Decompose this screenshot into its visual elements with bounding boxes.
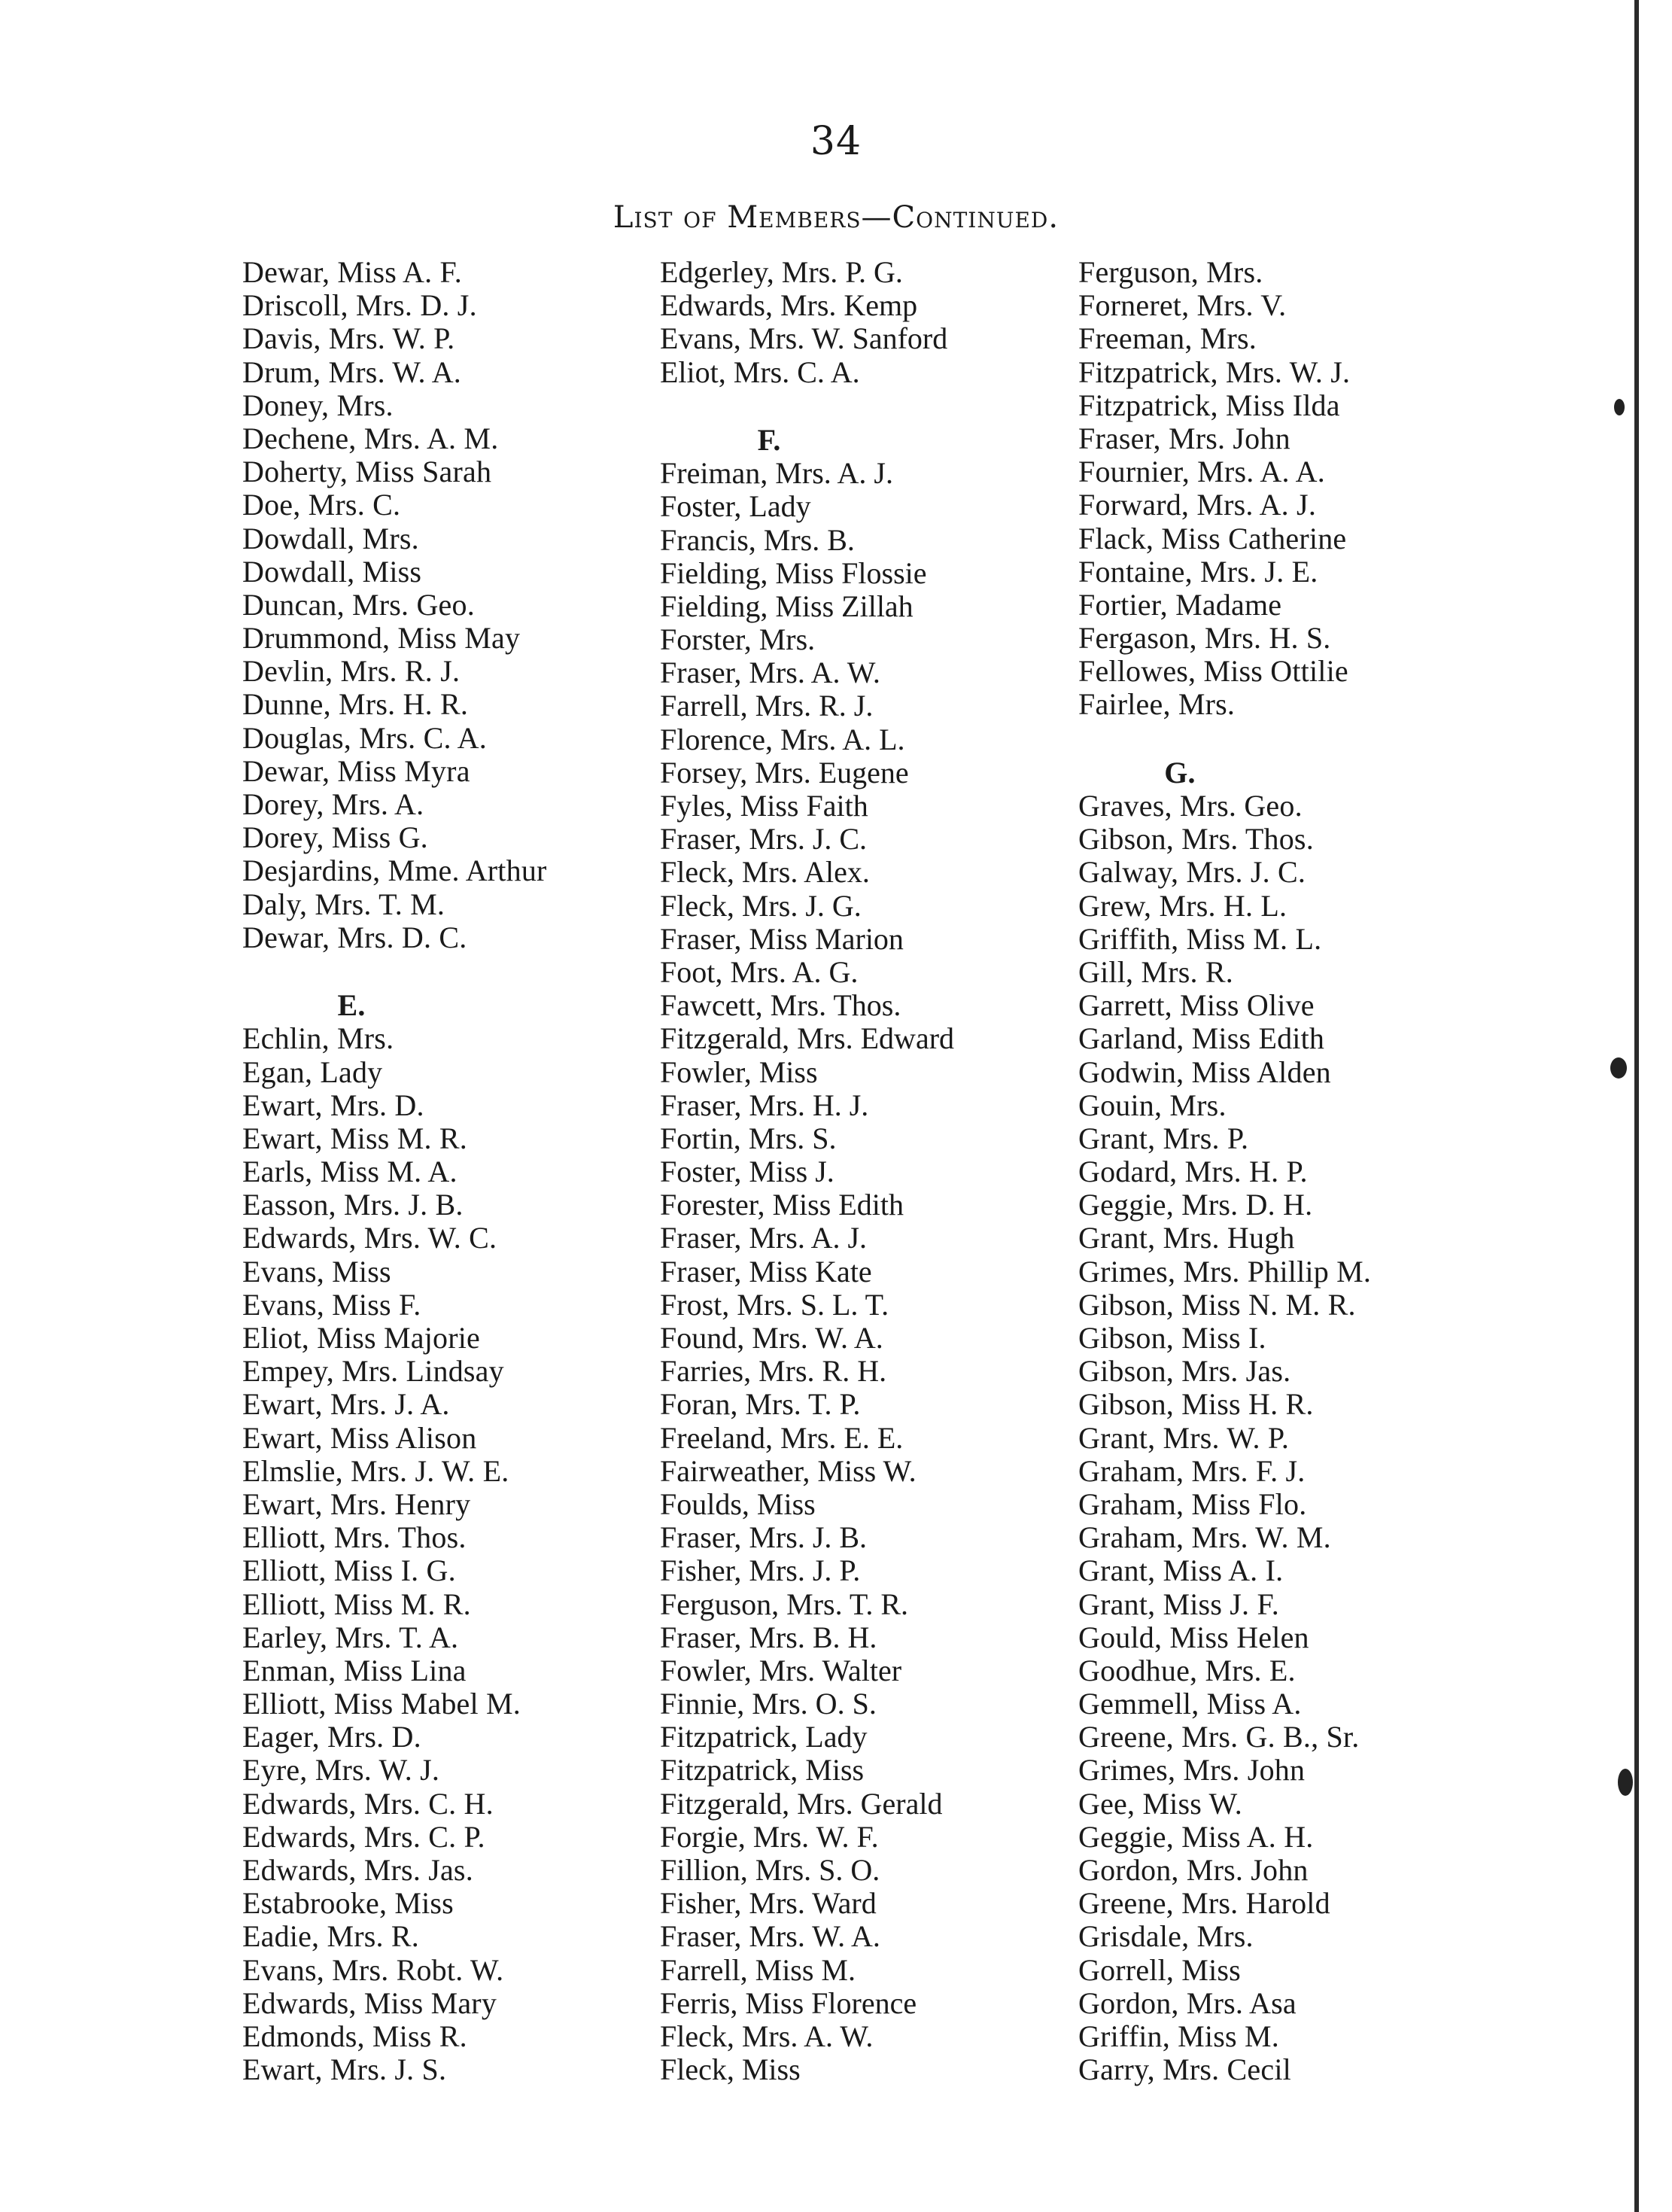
binding-edge <box>1634 0 1639 2212</box>
member-entry: Forgie, Mrs. W. F. <box>660 1819 879 1854</box>
section-spacer <box>242 954 634 987</box>
member-entry: Gibson, Miss H. R. <box>1078 1387 1314 1422</box>
member-entry: Fleck, Mrs. Alex. <box>660 855 870 890</box>
member-entry: Fraser, Mrs. J. C. <box>660 822 868 857</box>
member-entry: Earley, Mrs. T. A. <box>242 1620 459 1654</box>
member-entry: Davis, Mrs. W. P. <box>242 321 455 356</box>
member-entry: Fergason, Mrs. H. S. <box>1078 621 1331 656</box>
member-entry: Foulds, Miss <box>660 1486 816 1521</box>
member-entry: Fleck, Mrs. J. G. <box>660 888 862 923</box>
member-entry: Edwards, Miss Mary <box>242 1985 497 2020</box>
member-entry: Fisher, Mrs. Ward <box>660 1886 877 1921</box>
scan-speck <box>1614 399 1625 415</box>
member-entry: Fraser, Mrs. John <box>1078 421 1290 455</box>
member-entry: Gibson, Mrs. Thos. <box>1078 822 1314 857</box>
member-entry: Fraser, Mrs. J. B. <box>660 1520 868 1555</box>
section-spacer <box>1078 722 1470 755</box>
member-entry: Dowdall, Miss <box>242 554 422 589</box>
member-entry: Ewart, Miss M. R. <box>242 1121 467 1155</box>
member-entry: Gibson, Miss N. M. R. <box>1078 1287 1356 1322</box>
member-entry: Grant, Mrs. P. <box>1078 1121 1249 1155</box>
member-entry: Fraser, Mrs. H. J. <box>660 1088 869 1122</box>
member-entry: Freeland, Mrs. E. E. <box>660 1420 904 1455</box>
page-heading: List of Members—Continued. <box>613 200 1059 235</box>
member-entry: Echlin, Mrs. <box>242 1021 394 1056</box>
member-entry: Forester, Miss Edith <box>660 1188 904 1222</box>
member-entry: Grant, Mrs. Hugh <box>1078 1221 1295 1255</box>
member-entry: Flack, Miss Catherine <box>1078 521 1347 555</box>
member-entry: Freiman, Mrs. A. J. <box>660 456 893 491</box>
member-column-2 <box>660 256 1051 2086</box>
member-entry: Doherty, Miss Sarah <box>242 455 492 489</box>
member-entry: Gordon, Mrs. Asa <box>1078 1985 1297 2020</box>
member-entry: Ewart, Mrs. J. A. <box>242 1387 450 1422</box>
member-entry: Florence, Mrs. A. L. <box>660 722 905 756</box>
member-entry: Fleck, Miss <box>660 2052 801 2087</box>
member-entry: Evans, Miss <box>242 1254 391 1289</box>
member-entry: Fraser, Mrs. W. A. <box>660 1919 880 1954</box>
member-entry: Edwards, Mrs. C. P. <box>242 1819 485 1854</box>
member-entry: Elliott, Miss M. R. <box>242 1587 471 1621</box>
member-entry: Egan, Lady <box>242 1054 383 1089</box>
member-entry: Finnie, Mrs. O. S. <box>660 1687 877 1721</box>
member-entry: Fellowes, Miss Ottilie <box>1078 654 1348 689</box>
member-entry: Fraser, Miss Kate <box>660 1254 872 1289</box>
member-entry: Grimes, Mrs. John <box>1078 1753 1306 1788</box>
member-entry: Fournier, Mrs. A. A. <box>1078 455 1325 489</box>
member-entry: Fortier, Madame <box>1078 587 1282 622</box>
member-entry: Fyles, Miss Faith <box>660 789 868 823</box>
section-letter: F. <box>757 422 781 457</box>
member-entry: Edwards, Mrs. W. C. <box>242 1221 497 1255</box>
member-entry: Garrett, Miss Olive <box>1078 988 1315 1023</box>
member-entry: Desjardins, Mme. Arthur <box>242 853 547 888</box>
member-entry: Fowler, Miss <box>660 1054 818 1089</box>
member-entry: Eager, Mrs. D. <box>242 1720 421 1754</box>
member-entry: Edmonds, Miss R. <box>242 2019 467 2053</box>
member-entry: Fawcett, Mrs. Thos. <box>660 988 901 1023</box>
member-entry: Freeman, Mrs. <box>1078 321 1257 356</box>
member-entry: Devlin, Mrs. R. J. <box>242 654 461 689</box>
scan-speck <box>1618 1769 1633 1796</box>
member-entry: Edwards, Mrs. C. H. <box>242 1786 494 1821</box>
member-entry: Graham, Mrs. F. J. <box>1078 1453 1306 1488</box>
member-entry: Fairweather, Miss W. <box>660 1453 917 1488</box>
member-entry: Fraser, Miss Marion <box>660 921 904 956</box>
member-entry: Gibson, Miss I. <box>1078 1321 1266 1355</box>
member-entry: Fraser, Mrs. B. H. <box>660 1620 877 1654</box>
member-entry: Duncan, Mrs. Geo. <box>242 587 475 622</box>
member-entry: Forneret, Mrs. V. <box>1078 288 1287 323</box>
member-entry: Drummond, Miss May <box>242 621 521 656</box>
member-entry: Eliot, Mrs. C. A. <box>660 354 860 389</box>
member-entry: Easson, Mrs. J. B. <box>242 1188 464 1222</box>
member-entry: Edwards, Mrs. Jas. <box>242 1853 473 1887</box>
member-entry: Goodhue, Mrs. E. <box>1078 1653 1296 1687</box>
member-entry: Graham, Mrs. W. M. <box>1078 1520 1331 1555</box>
member-entry: Dewar, Miss Myra <box>242 753 470 788</box>
member-entry: Gibson, Mrs. Jas. <box>1078 1354 1291 1389</box>
member-entry: Graves, Mrs. Geo. <box>1078 789 1303 823</box>
member-entry: Fitzpatrick, Mrs. W. J. <box>1078 354 1351 389</box>
member-entry: Godard, Mrs. H. P. <box>1078 1155 1308 1189</box>
member-entry: Fisher, Mrs. J. P. <box>660 1553 861 1588</box>
member-entry: Grant, Miss J. F. <box>1078 1587 1279 1621</box>
member-entry: Dewar, Miss A. F. <box>242 255 462 289</box>
member-entry: Dowdall, Mrs. <box>242 521 419 555</box>
member-entry: Fontaine, Mrs. J. E. <box>1078 554 1318 589</box>
member-entry: Francis, Mrs. B. <box>660 522 855 557</box>
member-entry: Ewart, Mrs. D. <box>242 1088 424 1122</box>
member-entry: Fitzpatrick, Lady <box>660 1720 868 1754</box>
member-entry: Evans, Miss F. <box>242 1287 421 1322</box>
member-entry: Evans, Mrs. Robt. W. <box>242 1952 504 1987</box>
member-entry: Geggie, Miss A. H. <box>1078 1819 1314 1854</box>
member-entry: Fitzgerald, Mrs. Gerald <box>660 1786 943 1821</box>
member-entry: Gemmell, Miss A. <box>1078 1687 1302 1721</box>
member-entry: Garry, Mrs. Cecil <box>1078 2052 1291 2087</box>
member-entry: Elliott, Miss I. G. <box>242 1553 456 1588</box>
member-entry: Fowler, Mrs. Walter <box>660 1653 902 1687</box>
member-entry: Forsey, Mrs. Eugene <box>660 755 909 790</box>
member-entry: Greene, Mrs. Harold <box>1078 1886 1330 1921</box>
member-entry: Gouin, Mrs. <box>1078 1088 1227 1122</box>
member-entry: Dorey, Miss G. <box>242 820 428 855</box>
member-entry: Gill, Mrs. R. <box>1078 954 1233 989</box>
member-entry: Farrell, Mrs. R. J. <box>660 689 874 723</box>
member-entry: Griffin, Miss M. <box>1078 2019 1279 2053</box>
member-entry: Fortin, Mrs. S. <box>660 1121 837 1155</box>
section-letter: G. <box>1164 755 1196 790</box>
member-entry: Ferguson, Mrs. T. R. <box>660 1587 909 1621</box>
section-letter: E. <box>337 988 366 1023</box>
member-entry: Elliott, Mrs. Thos. <box>242 1520 467 1555</box>
member-entry: Ewart, Mrs. Henry <box>242 1486 471 1521</box>
member-column-3 <box>1078 256 1470 2086</box>
member-entry: Fillion, Mrs. S. O. <box>660 1853 880 1887</box>
member-entry: Evans, Mrs. W. Sanford <box>660 321 948 356</box>
member-entry: Grew, Mrs. H. L. <box>1078 888 1287 923</box>
member-entry: Grimes, Mrs. Phillip M. <box>1078 1254 1372 1289</box>
member-entry: Earls, Miss M. A. <box>242 1155 458 1189</box>
member-entry: Fielding, Miss Zillah <box>660 589 914 623</box>
member-entry: Drum, Mrs. W. A. <box>242 354 462 389</box>
member-entry: Fitzgerald, Mrs. Edward <box>660 1021 955 1056</box>
member-entry: Doe, Mrs. C. <box>242 488 401 522</box>
member-entry: Eliot, Miss Majorie <box>242 1321 481 1355</box>
member-entry: Foster, Miss J. <box>660 1155 834 1189</box>
member-entry: Dechene, Mrs. A. M. <box>242 421 499 455</box>
member-entry: Gee, Miss W. <box>1078 1786 1242 1821</box>
member-entry: Fielding, Miss Flossie <box>660 555 927 590</box>
member-entry: Eadie, Mrs. R. <box>242 1919 419 1954</box>
member-entry: Ewart, Mrs. J. S. <box>242 2052 447 2087</box>
member-entry: Elliott, Miss Mabel M. <box>242 1687 521 1721</box>
member-entry: Ferris, Miss Florence <box>660 1985 917 2020</box>
member-entry: Frost, Mrs. S. L. T. <box>660 1287 889 1322</box>
member-entry: Foran, Mrs. T. P. <box>660 1387 861 1422</box>
member-entry: Forster, Mrs. <box>660 622 816 657</box>
member-entry: Foot, Mrs. A. G. <box>660 954 859 989</box>
member-entry: Ewart, Miss Alison <box>242 1420 477 1455</box>
member-entry: Gorrell, Miss <box>1078 1952 1241 1987</box>
member-entry: Graham, Miss Flo. <box>1078 1486 1307 1521</box>
member-entry: Found, Mrs. W. A. <box>660 1321 883 1355</box>
member-entry: Dunne, Mrs. H. R. <box>242 687 469 722</box>
member-entry: Godwin, Miss Alden <box>1078 1054 1331 1089</box>
member-entry: Grant, Miss A. I. <box>1078 1553 1284 1588</box>
member-entry: Daly, Mrs. T. M. <box>242 887 445 921</box>
member-entry: Farrell, Miss M. <box>660 1952 856 1987</box>
member-column-1 <box>242 256 634 2086</box>
member-entry: Galway, Mrs. J. C. <box>1078 855 1306 890</box>
member-entry: Forward, Mrs. A. J. <box>1078 488 1317 522</box>
member-entry: Farries, Mrs. R. H. <box>660 1354 887 1389</box>
member-entry: Edgerley, Mrs. P. G. <box>660 255 903 289</box>
member-entry: Empey, Mrs. Lindsay <box>242 1354 504 1389</box>
member-entry: Fairlee, Mrs. <box>1078 687 1236 722</box>
member-entry: Gould, Miss Helen <box>1078 1620 1309 1654</box>
member-entry: Enman, Miss Lina <box>242 1653 467 1687</box>
member-entry: Dorey, Mrs. A. <box>242 787 424 821</box>
member-entry: Fraser, Mrs. A. J. <box>660 1221 868 1255</box>
member-entry: Greene, Mrs. G. B., Sr. <box>1078 1720 1360 1754</box>
section-spacer <box>660 389 1051 422</box>
member-entry: Geggie, Mrs. D. H. <box>1078 1188 1313 1222</box>
member-entry: Fitzpatrick, Miss <box>660 1753 865 1788</box>
member-entry: Griffith, Miss M. L. <box>1078 921 1322 956</box>
member-entry: Driscoll, Mrs. D. J. <box>242 288 477 323</box>
member-entry: Dewar, Mrs. D. C. <box>242 920 467 954</box>
scan-speck <box>1610 1057 1627 1079</box>
member-entry: Grisdale, Mrs. <box>1078 1919 1254 1954</box>
member-entry: Edwards, Mrs. Kemp <box>660 288 918 323</box>
member-entry: Fleck, Mrs. A. W. <box>660 2019 874 2053</box>
page-number: 34 <box>810 119 862 164</box>
member-entry: Fraser, Mrs. A. W. <box>660 656 880 690</box>
member-entry: Garland, Miss Edith <box>1078 1021 1325 1056</box>
member-entry: Grant, Mrs. W. P. <box>1078 1420 1290 1455</box>
member-entry: Elmslie, Mrs. J. W. E. <box>242 1453 509 1488</box>
member-entry: Gordon, Mrs. John <box>1078 1853 1309 1887</box>
member-entry: Estabrooke, Miss <box>242 1886 454 1921</box>
member-entry: Foster, Lady <box>660 489 811 524</box>
member-entry: Douglas, Mrs. C. A. <box>242 720 487 755</box>
member-entry: Doney, Mrs. <box>242 388 394 422</box>
member-entry: Fitzpatrick, Miss Ilda <box>1078 388 1340 422</box>
member-entry: Eyre, Mrs. W. J. <box>242 1753 440 1788</box>
member-entry: Ferguson, Mrs. <box>1078 255 1263 289</box>
